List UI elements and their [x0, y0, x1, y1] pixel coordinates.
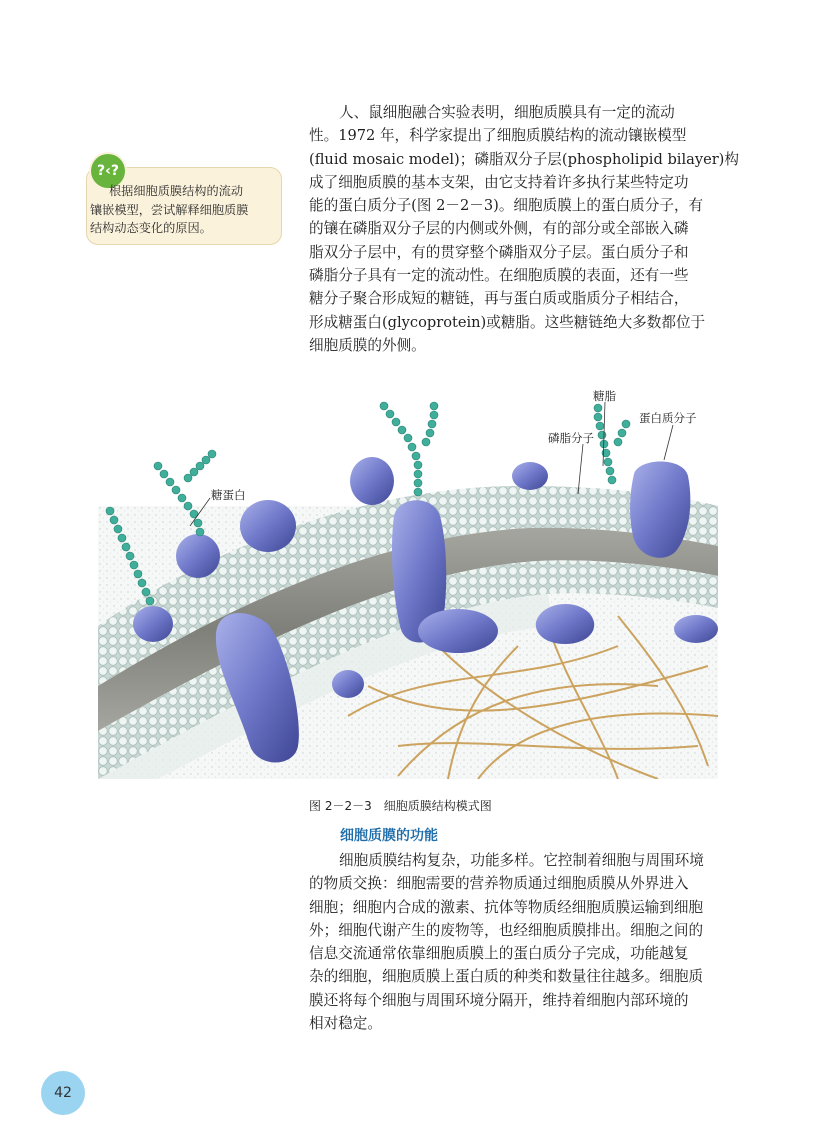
surface-protein — [240, 500, 296, 552]
text-line: 人、鼠细胞融合实验表明，细胞质膜具有一定的流动 — [339, 104, 675, 121]
text-line: 细胞质膜的外侧。 — [309, 336, 426, 354]
top-protein — [512, 462, 548, 490]
small-protein — [133, 606, 173, 642]
text-line: 的镶在磷脂双分子层的内侧或外侧，有的部分或全部嵌入磷 — [309, 220, 689, 238]
edge-protein — [674, 615, 718, 643]
sidebar-prompt — [90, 182, 279, 238]
text-line: 能的蛋白质分子(图 2－2－3)。细胞质膜上的蛋白质分子，有 — [309, 197, 704, 215]
question-bubble-icon: ?‹? — [91, 154, 125, 188]
label-glycoprotein: 糖蛋白 — [211, 488, 246, 502]
function-paragraph — [309, 849, 729, 1035]
membrane-illustration — [98, 386, 718, 779]
section-heading: 细胞质膜的功能 — [340, 828, 438, 844]
page-number-badge: 42 — [41, 1071, 85, 1115]
text-line: 的物质交换：细胞需要的营养物质通过细胞质膜从外界进入 — [309, 875, 689, 893]
text-line: 性。1972 年，科学家提出了细胞质膜结构的流动镶嵌模型 — [309, 127, 687, 145]
intro-paragraph — [309, 101, 739, 357]
text-line: 杂的细胞，细胞质膜上蛋白质的种类和数量往往越多。细胞质 — [309, 968, 704, 986]
sidebar-line: 镶嵌模型，尝试解释细胞质膜 — [90, 202, 249, 217]
peripheral-protein — [350, 457, 394, 505]
sidebar-line: 结构动态变化的原因。 — [90, 221, 212, 236]
label-phospholipid-molecule: 磷脂分子 — [548, 431, 594, 445]
text-line: 脂双分子层中，有的贯穿整个磷脂双分子层。蛋白质分子和 — [309, 243, 689, 261]
membrane-diagram — [98, 386, 718, 779]
label-glycolipid: 糖脂 — [593, 389, 616, 403]
text-line: 磷脂分子具有一定的流动性。在细胞质膜的表面，还有一些 — [309, 267, 689, 285]
text-line: 形成糖蛋白(glycoprotein)或糖脂。这些糖链绝大多数都位于 — [309, 313, 706, 331]
text-line: 成了细胞质膜的基本支架，由它支持着许多执行某些特定功 — [309, 173, 689, 191]
text-line: 细胞；细胞内合成的激素、抗体等物质经细胞质膜运输到细胞 — [309, 898, 704, 916]
text-line: 外；细胞代谢产生的废物等，也经细胞质膜排出。细胞之间的 — [309, 921, 704, 939]
channel-protein-base — [418, 609, 498, 653]
under-protein — [332, 670, 364, 698]
text-line: 信息交流通常依靠细胞质膜上的蛋白质分子完成，功能越复 — [309, 945, 689, 963]
label-protein-molecule: 蛋白质分子 — [639, 411, 697, 425]
text-line: 细胞质膜结构复杂，功能多样。它控制着细胞与周围环境 — [339, 852, 704, 869]
sidebar-line: 根据细胞质膜结构的流动 — [109, 184, 244, 198]
text-line: (fluid mosaic model)；磷脂双分子层(phospholipid bilayer)构 — [309, 150, 739, 168]
text-line: 相对稳定。 — [309, 1015, 382, 1033]
figure-caption: 图 2－2－3 细胞质膜结构模式图 — [309, 799, 492, 813]
text-line: 膜还将每个细胞与周围环境分隔开，维持着细胞内部环境的 — [309, 991, 689, 1009]
text-line: 糖分子聚合形成短的糖链，再与蛋白质或脂质分子相结合， — [309, 290, 689, 308]
glycoprotein-head — [176, 534, 220, 578]
